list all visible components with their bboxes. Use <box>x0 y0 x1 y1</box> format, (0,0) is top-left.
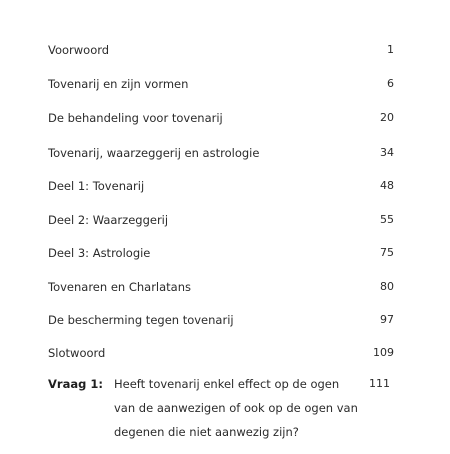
toc-entry-page: 20 <box>380 111 394 124</box>
question-line: degenen die niet aanwezig zijn? <box>114 425 299 439</box>
toc-entry <box>48 40 394 60</box>
toc-entry-page: 55 <box>380 213 394 226</box>
toc-entry-title: Voorwoord <box>48 43 110 57</box>
toc-entry-title: Deel 1: Tovenarij <box>48 179 145 193</box>
toc-entry-title: Deel 2: Waarzeggerij <box>48 213 169 227</box>
question-text <box>114 374 358 446</box>
toc-entry-title: Tovenarij en zijn vormen <box>48 77 189 91</box>
question-page: 111 <box>369 377 390 390</box>
toc-entry-page: 80 <box>380 280 394 293</box>
question-line: Heeft tovenarij enkel effect op de ogen <box>114 377 340 391</box>
toc-entry <box>48 210 394 230</box>
toc-entry <box>48 176 394 196</box>
toc-entry <box>48 143 394 163</box>
toc-entry-title: De behandeling voor tovenarij <box>48 111 223 125</box>
question-line: van de aanwezigen of ook op de ogen van <box>114 401 358 415</box>
toc-entry-title: Deel 3: Astrologie <box>48 246 151 260</box>
toc-question-entry <box>48 374 394 454</box>
toc-entry-page: 48 <box>380 179 394 192</box>
question-label: Vraag 1: <box>48 377 103 391</box>
toc-entry-page: 34 <box>380 146 394 159</box>
toc-entry-title: Tovenaren en Charlatans <box>48 280 192 294</box>
toc-entry <box>48 74 394 94</box>
toc-entry <box>48 277 394 297</box>
toc-entry <box>48 310 394 330</box>
toc-entry-title: Tovenarij, waarzeggerij en astrologie <box>48 146 260 160</box>
toc-entry <box>48 243 394 263</box>
toc-entry-page: 6 <box>387 77 394 90</box>
toc-entry-page: 75 <box>380 246 394 259</box>
toc-entry-title: Slotwoord <box>48 346 106 360</box>
toc-entry <box>48 108 394 128</box>
toc-entry <box>48 343 394 363</box>
toc-entry-page: 109 <box>373 346 394 359</box>
toc-entry-page: 97 <box>380 313 394 326</box>
toc-entry-title: De bescherming tegen tovenarij <box>48 313 234 327</box>
toc-entry-page: 1 <box>387 43 394 56</box>
